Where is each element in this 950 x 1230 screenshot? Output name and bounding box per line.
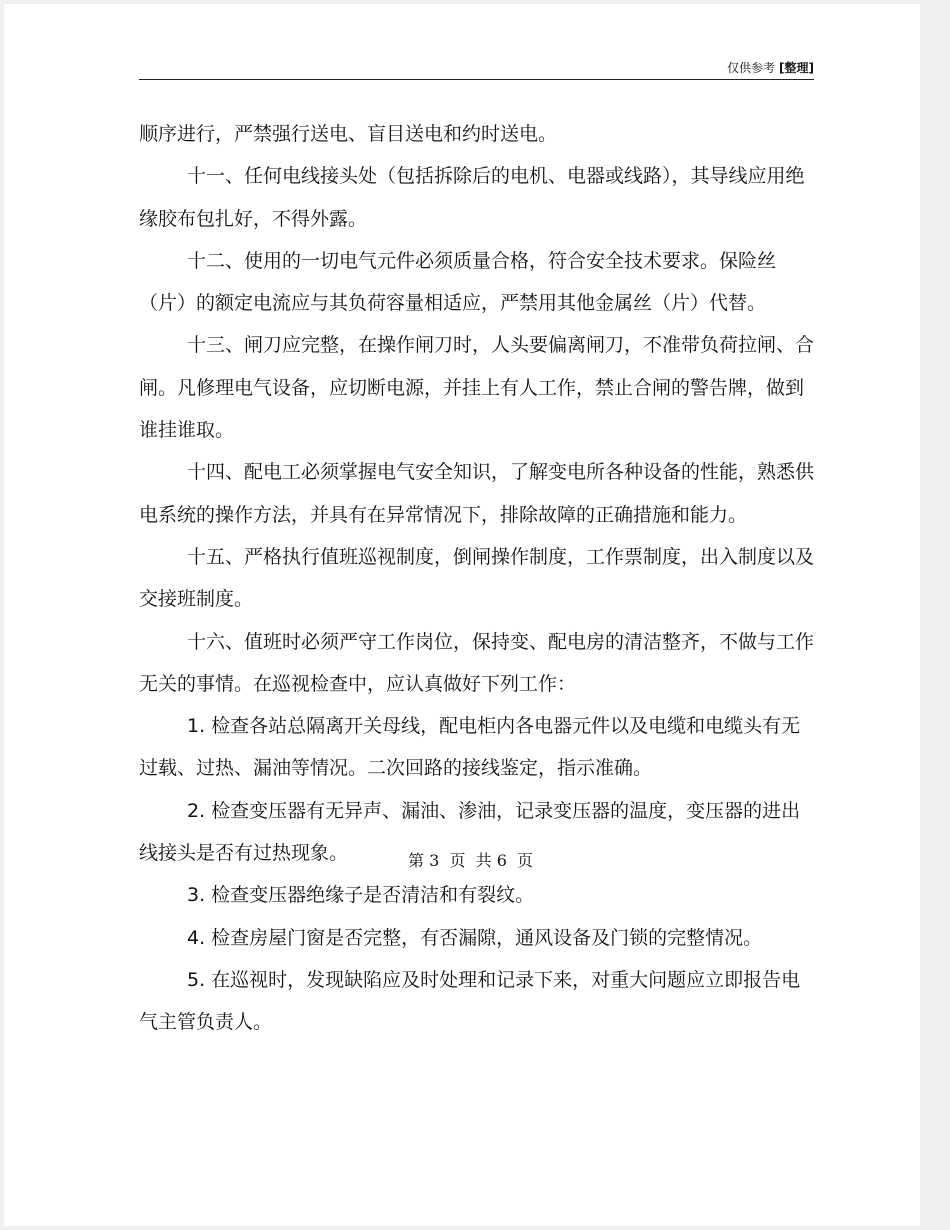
header-text: 仅供参考 — [727, 61, 776, 75]
paragraph: 十一、任何电线接头处（包括拆除后的电机、电器或线路），其导线应用绝缘胶布包扎好，不得外露。 — [139, 165, 805, 230]
document-body — [139, 113, 814, 1044]
paragraph: 顺序进行，严禁强行送电、盲目送电和约时送电。 — [139, 123, 558, 145]
header-tag: [整理] — [779, 61, 814, 75]
list-item: 2. 检查变压器有无异声、漏油、渗油，记录变压器的温度，变压器的进出线接头是否有过热现象。 — [139, 799, 801, 865]
page-header — [139, 60, 814, 76]
list-item: 4. 检查房屋门窗是否完整，有否漏隙，通风设备及门锁的完整情况。 — [187, 926, 763, 949]
list-item: 1. 检查各站总隔离开关母线，配电柜内各电器元件以及电缆和电缆头有无过载、过热、漏油等情况。二次回路的接线鉴定，指示准确。 — [139, 715, 801, 780]
paragraph: 十二、使用的一切电气元件必须质量合格，符合安全技术要求。保险丝（片）的额定电流应与其负荷容量相适应，严禁用其他金属丝（片）代替。 — [139, 249, 777, 315]
paragraph: 十六、值班时必须严守工作岗位，保持变、配电房的清洁整齐，不做与工作无关的事情。在巡视检查中，应认真做好下列工作： — [139, 630, 815, 695]
list-item: 5. 在巡视时，发现缺陷应及时处理和记录下来，对重大问题应立即报告电气主管负责人。 — [139, 968, 801, 1034]
header-divider — [139, 79, 814, 80]
list-item: 3. 检查变压器绝缘子是否清洁和有裂纹。 — [187, 884, 535, 907]
page-number: 第 3 页 共 6 页 — [408, 851, 534, 870]
document-page — [4, 4, 920, 1226]
paragraph: 十四、配电工必须掌握电气安全知识，了解变电所各种设备的性能，熟悉供电系统的操作方法，并具有在异常情况下，排除故障的正确措施和能力。 — [139, 461, 815, 526]
paragraph: 十三、闸刀应完整，在操作闸刀时，人头要偏离闸刀，不准带负荷拉闸、合闸。凡修理电气设备，应切断电源，并挂上有人工作，禁止合闸的警告牌，做到谁挂谁取。 — [139, 334, 815, 442]
paragraph: 十五、严格执行值班巡视制度，倒闸操作制度，工作票制度，出入制度以及交接班制度。 — [139, 545, 815, 611]
